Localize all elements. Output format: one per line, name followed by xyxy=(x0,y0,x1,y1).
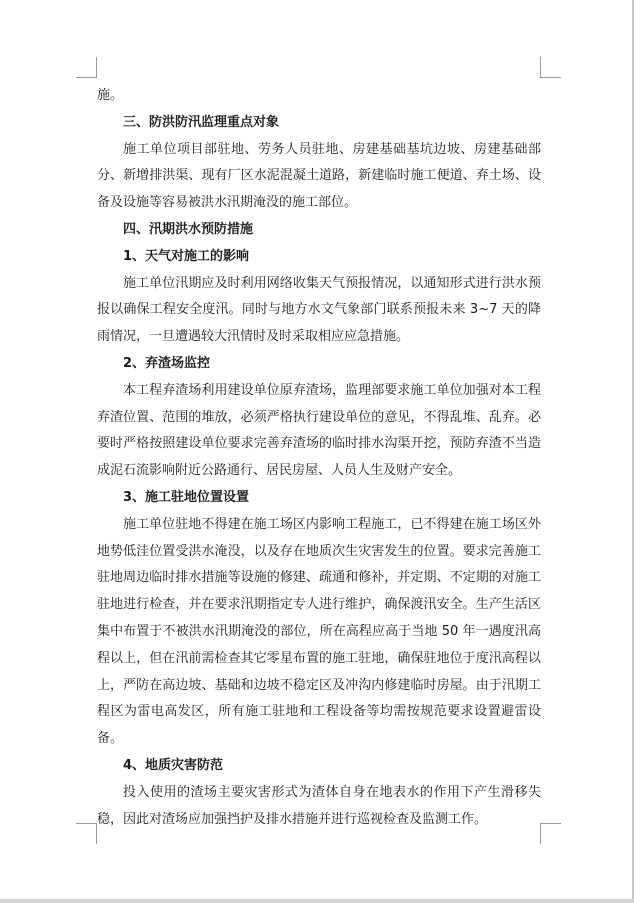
crop-mark-top-left xyxy=(76,57,97,78)
paragraph-weather: 施工单位汛期应及时利用网络收集天气预报情况，以通知形式进行洪水预报以确保工程安全度汛。同时与地方水文气象部门联系预报未来 3~7 天的降雨情况，一旦遭遇较大汛情时及时采取相应应急措施。 xyxy=(97,275,541,345)
subheading-weather: 1、天气对施工的影响 xyxy=(123,248,250,264)
section-heading-4: 四、汛期洪水预防措施 xyxy=(123,221,254,237)
subheading-spoil-site: 2、弃渣场监控 xyxy=(123,355,211,371)
section-heading-3: 三、防洪防汛监理重点对象 xyxy=(123,114,280,130)
subheading-camp-location: 3、施工驻地位置设置 xyxy=(123,489,250,505)
crop-mark-bottom-left xyxy=(76,823,97,844)
document-body xyxy=(97,83,541,833)
paragraph-camp-location: 施工单位驻地不得建在施工场区内影响工程施工，已不得建在施工场区外地势低洼位置受洪水淹没，以及存在地质次生灾害发生的位置。要求完善施工驻地周边临时排水措施等设施的修建、疏通和修补，并定期、不定期的对施工驻地进行检查，并在要求汛期指定专人进行维护，确保渡汛安全。生产生活区集中布置于不被洪水汛期淹没的部位，所在高程应高于当地 50 年一遇度汛高程以上，但在汛前需检查其它零星布置的施工驻地，确保驻地位于度汛高程以上，严防在高边坡、基础和边坡不稳定区及冲沟内修建临时房屋。由于汛期工程区为雷电高发区，所有施工驻地和工程设备等均需按规范要求设置避雷设备。 xyxy=(97,516,541,747)
paragraph-geological-hazard: 投入使用的渣场主要灾害形式为渣体自身在地表水的作用下产生滑移失稳，因此对渣场应加强挡护及排水措施并进行巡视检查及监测工作。 xyxy=(97,784,541,827)
crop-mark-top-right xyxy=(540,57,561,78)
paragraph-continuation: 施。 xyxy=(97,88,124,103)
subheading-geological-hazard: 4、地质灾害防范 xyxy=(123,757,224,773)
page-edge-bottom xyxy=(0,899,634,903)
paragraph-key-objects: 施工单位项目部驻地、劳务人员驻地、房建基础基坑边坡、房建基础部分、新增排洪渠、现有厂区水泥混凝土道路，新建临时施工便道、弃土场、设备及设施等容易被洪水汛期淹没的施工部位。 xyxy=(97,141,541,211)
paragraph-spoil-site: 本工程弃渣场利用建设单位原弃渣场，监理部要求施工单位加强对本工程弃渣位置、范围的堆放，必须严格执行建设单位的意见，不得乱堆、乱弃。必要时严格按照建设单位要求完善弃渣场的临时排水沟渠开挖，预防弃渣不当造成泥石流影响附近公路通行、居民房屋、人员人生及财产安全。 xyxy=(97,382,541,479)
crop-mark-bottom-right xyxy=(540,823,561,844)
